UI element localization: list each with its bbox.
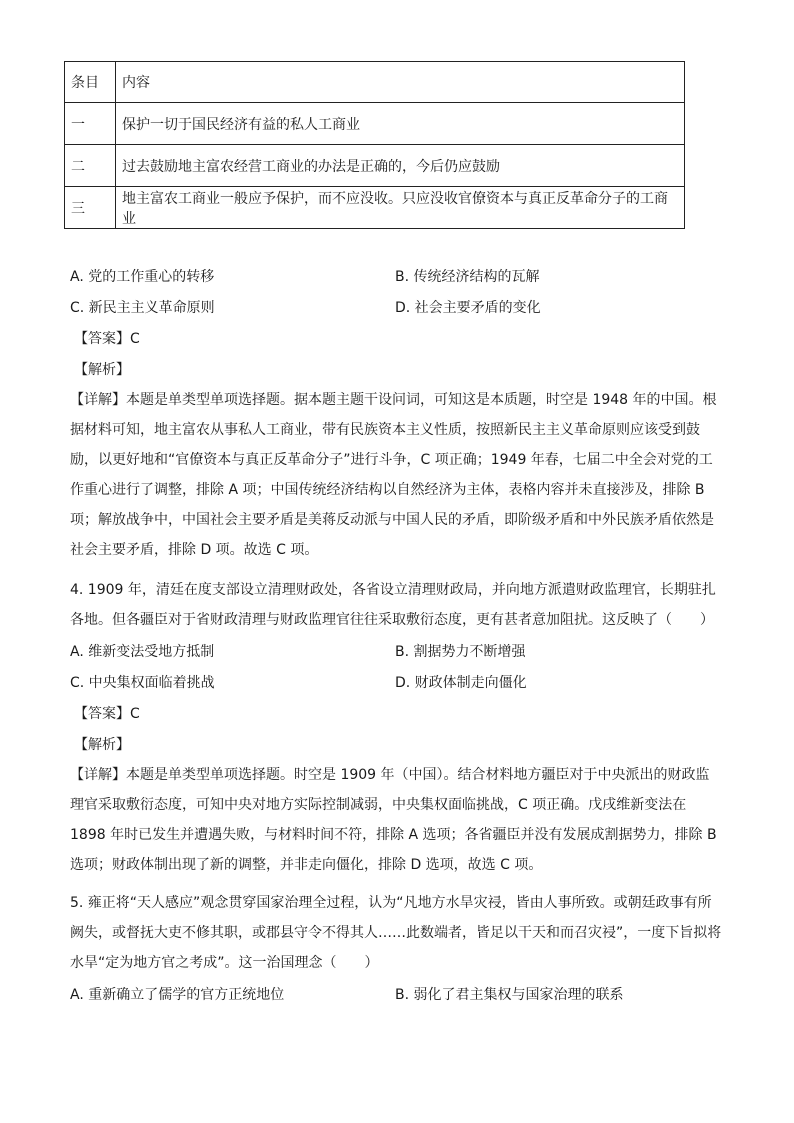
q3-option-c: C. 新民主主义革命原则 — [70, 300, 215, 316]
q3-detail: 【详解】本题是单类型单项选择题。据本题主题干设问词，可知这是本质题，时空是 1948 年的中国。根据材料可知，地主富农从事私人工商业，带有民族资本主义性质，按照新民主主义革命原则应该受到鼓励，以更好地和“官僚资本与真正反革命分子”进行斗争，C 项正确；1949 年春，七届二中全会对党的工作重心进行了调整，排除 A 项；中国传统经济结构以自然经济为主体，表格内容并未直接涉及，排除 B 项；解放战争中，中国社会主要矛盾是美蒋反动派与中国人民的矛盾，即阶级矛盾和中外民族矛盾依然是社会主要矛盾，排除 D 项。故选 C 项。 — [70, 392, 717, 558]
table-cell-content: 过去鼓励地主富农经营工商业的办法是正确的，今后仍应鼓励 — [116, 145, 685, 187]
table-cell-item: 二 — [65, 145, 116, 187]
table-cell-content: 保护一切于国民经济有益的私人工商业 — [116, 103, 685, 145]
table-cell-content: 地主富农工商业一般应予保护，而不应没收。只应没收官僚资本与真正反革命分子的工商业 — [116, 187, 685, 229]
table-cell-item: 一 — [65, 103, 116, 145]
q4-detail: 【详解】本题是单类型单项选择题。时空是 1909 年（中国）。结合材料地方疆臣对于中央派出的财政监理官采取敷衍态度，可知中央对地方实际控制减弱，中央集权面临挑战，C 项正确。戊戌维新变法在 1898 年时已发生并遭遇失败，与材料时间不符，排除 A 选项；各省疆臣并没有发展成割据势力，排除 B 选项；财政体制出现了新的调整，并非走向僵化，排除 D 选项，故选 C 项。 — [70, 767, 717, 873]
q4-option-a: A. 维新变法受地方抵制 — [70, 644, 215, 660]
q3-option-b: B. 传统经济结构的瓦解 — [395, 269, 540, 285]
table-header-cell: 内容 — [116, 62, 685, 103]
q4-option-c: C. 中央集权面临着挑战 — [70, 675, 215, 691]
q5-stem: 5. 雍正将“天人感应”观念贯穿国家治理全过程，认为“凡地方水旱灾祲，皆由人事所致。或朝廷政事有所阙失，或督抚大吏不修其职，或郡县守令不得其人……此数端者，皆足以干天和而召灾祲”，一度下旨拟将水旱“定为地方官之考成”。这一治国理念（ ） — [70, 895, 722, 971]
q3-answer: 【答案】C — [74, 331, 140, 347]
q3-option-d: D. 社会主要矛盾的变化 — [395, 300, 541, 316]
q3-analysis-label: 【解析】 — [74, 362, 130, 378]
table-header-cell: 条目 — [65, 62, 116, 103]
q5-option-b: B. 弱化了君主集权与国家治理的联系 — [395, 987, 624, 1003]
q3-option-a: A. 党的工作重心的转移 — [70, 269, 215, 285]
q4-answer: 【答案】C — [74, 706, 140, 722]
q4-option-b: B. 割据势力不断增强 — [395, 644, 526, 660]
q4-stem: 4. 1909 年，清廷在度支部设立清理财政处，各省设立清理财政局，并向地方派遣财政监理官，长期驻扎各地。但各疆臣对于省财政清理与财政监理官往往采取敷衍态度，更有甚者意加阻扰。这反映了（ ） — [70, 582, 716, 628]
q4-option-d: D. 财政体制走向僵化 — [395, 675, 527, 691]
q4-analysis-label: 【解析】 — [74, 737, 130, 753]
policy-table — [64, 61, 685, 229]
table-cell-item: 三 — [65, 187, 116, 229]
table-row — [65, 187, 685, 229]
table-row — [65, 145, 685, 187]
table-row — [65, 103, 685, 145]
table-header-row — [65, 62, 685, 103]
q5-option-a: A. 重新确立了儒学的官方正统地位 — [70, 987, 285, 1003]
